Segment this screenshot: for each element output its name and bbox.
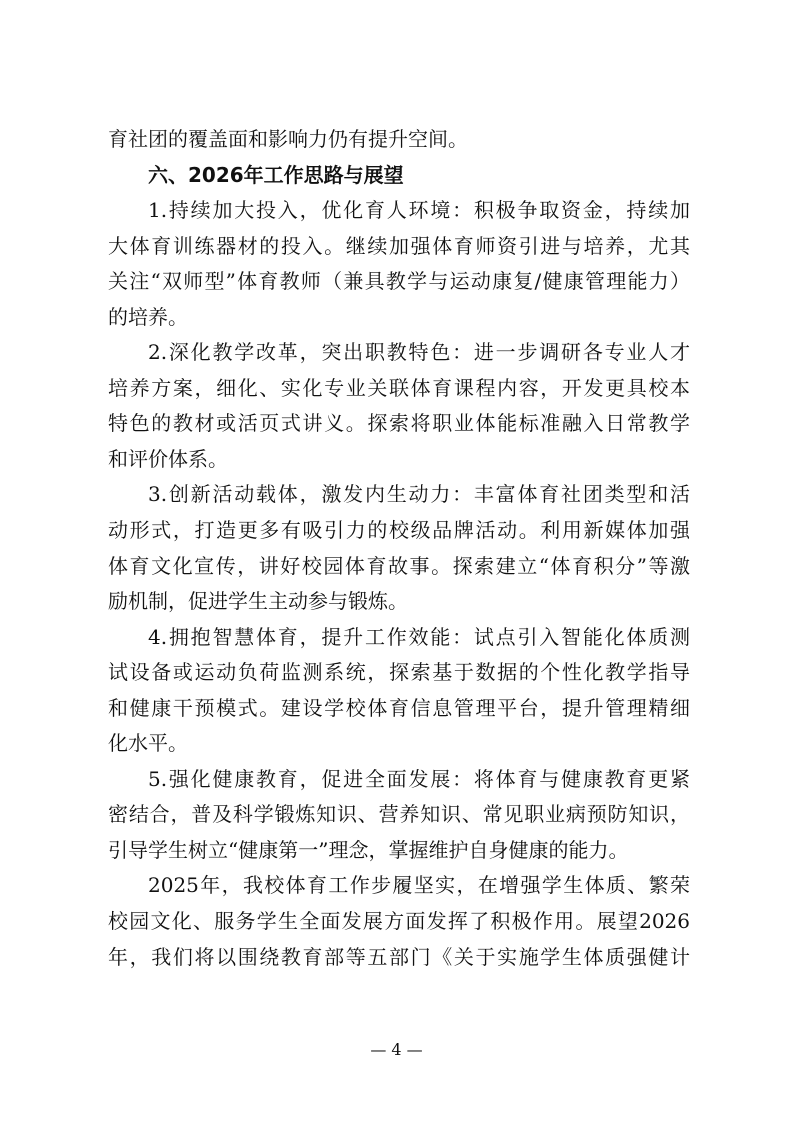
- paragraph-line: 大体育训练器材的投入。继续加强体育师资引进与培养，尤其: [108, 233, 690, 258]
- paragraph-line: 3.创新活动载体，激发内生动力：丰富体育社团类型和活: [148, 482, 690, 507]
- paragraph-line: 和评价体系。: [108, 446, 228, 471]
- paragraph-line: 4.拥抱智慧体育，提升工作效能：试点引入智能化体质测: [148, 624, 690, 649]
- paragraph-line: 化水平。: [108, 731, 188, 756]
- paragraph-line: 关注“双师型”体育教师（兼具教学与运动康复/健康管理能力）: [108, 269, 690, 294]
- paragraph-line: 1.持续加大投入，优化育人环境：积极争取资金，持续加: [148, 198, 690, 223]
- paragraph-line: 的培养。: [108, 304, 188, 329]
- paragraph-line: 体育文化宣传，讲好校园体育故事。探索建立“体育积分”等激: [108, 553, 690, 578]
- paragraph-line: 5.强化健康教育，促进全面发展：将体育与健康教育更紧: [148, 766, 690, 791]
- page-number: — 4 —: [370, 1040, 423, 1059]
- document-body: [108, 122, 690, 975]
- paragraph-line: 动形式，打造更多有吸引力的校级品牌活动。利用新媒体加强: [108, 518, 690, 543]
- paragraph-line: 年，我们将以围绕教育部等五部门《关于实施学生体质强健计: [108, 944, 690, 969]
- paragraph-line: 和健康干预模式。建设学校体育信息管理平台，提升管理精细: [108, 695, 690, 720]
- paragraph-line: 2.深化教学改革，突出职教特色：进一步调研各专业人才: [148, 340, 690, 365]
- paragraph-line: 2025年，我校体育工作步履坚实，在增强学生体质、繁荣: [148, 873, 690, 898]
- paragraph-line: 密结合，普及科学锻炼知识、营养知识、常见职业病预防知识，: [108, 802, 690, 827]
- paragraph-line: 校园文化、服务学生全面发展方面发挥了积极作用。展望2026: [108, 909, 690, 934]
- paragraph-line: 特色的教材或活页式讲义。探索将职业体能标准融入日常教学: [108, 411, 690, 436]
- paragraph-line: 育社团的覆盖面和影响力仍有提升空间。: [108, 127, 468, 151]
- paragraph-line: 培养方案，细化、实化专业关联体育课程内容，开发更具校本: [108, 375, 690, 400]
- paragraph-line: 引导学生树立“健康第一”理念，掌握维护自身健康的能力。: [108, 837, 629, 862]
- paragraph-line: 励机制，促进学生主动参与锻炼。: [108, 589, 408, 614]
- section-heading: 六、2026年工作思路与展望: [148, 162, 404, 187]
- paragraph-line: 试设备或运动负荷监测系统，探索基于数据的个性化教学指导: [108, 660, 690, 685]
